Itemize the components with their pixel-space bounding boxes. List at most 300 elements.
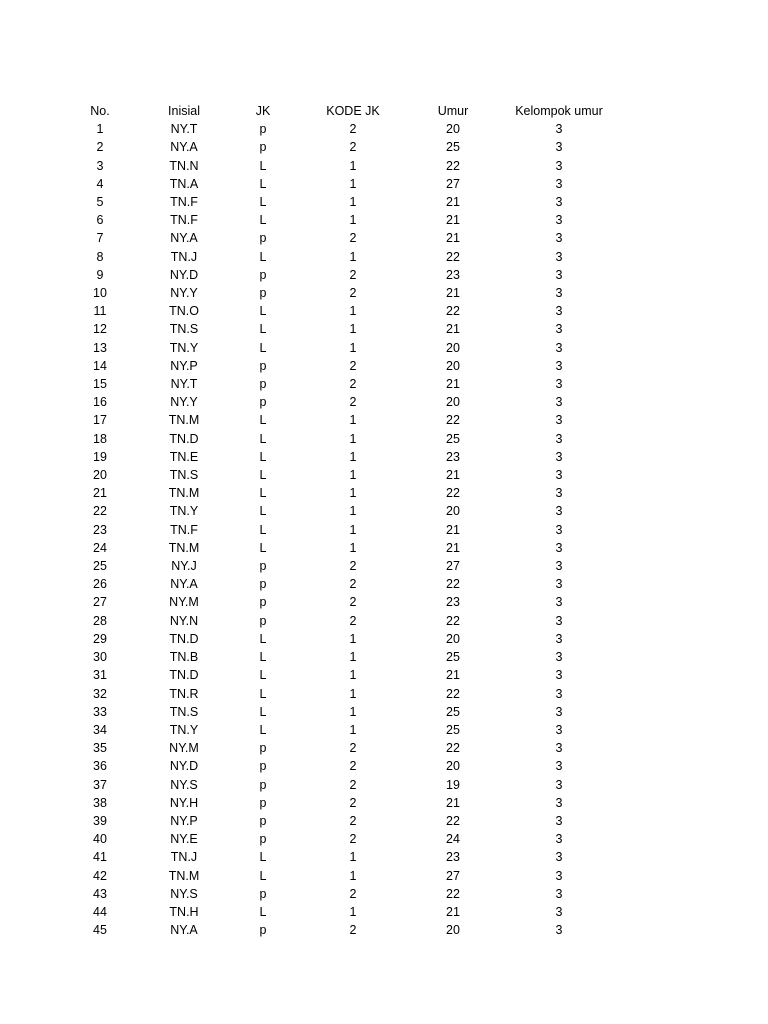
cell-umur: 23	[446, 449, 460, 464]
cell-jk: p	[259, 777, 267, 792]
cell-kelompok-umur: 3	[555, 631, 563, 646]
cell-umur: 20	[446, 631, 460, 646]
cell-jk: L	[259, 468, 267, 483]
cell-umur: 22	[446, 158, 460, 173]
cell-jk: L	[259, 704, 267, 719]
cell-no: 36	[93, 759, 107, 774]
cell-kode-jk: 2	[349, 559, 357, 574]
cell-no: 39	[93, 813, 107, 828]
header-jk: JK	[255, 104, 271, 118]
cell-jk: L	[259, 449, 267, 464]
cell-jk: p	[259, 923, 267, 938]
cell-jk: L	[259, 540, 267, 555]
cell-jk: L	[259, 322, 267, 337]
cell-kelompok-umur: 3	[555, 358, 563, 373]
cell-kelompok-umur: 3	[555, 559, 563, 574]
table-row	[60, 757, 620, 775]
table-row	[60, 648, 620, 666]
cell-no: 6	[96, 213, 104, 228]
cell-no: 27	[93, 595, 107, 610]
cell-no: 20	[93, 468, 107, 483]
cell-inisial: TN.N	[169, 158, 199, 173]
cell-kode-jk: 1	[349, 176, 357, 191]
spreadsheet-page	[0, 102, 768, 939]
cell-kelompok-umur: 3	[555, 904, 563, 919]
cell-jk: p	[259, 795, 267, 810]
cell-inisial: NY.T	[170, 377, 198, 392]
table-row	[60, 466, 620, 484]
cell-no: 31	[93, 668, 107, 683]
cell-no: 29	[93, 631, 107, 646]
cell-jk: L	[259, 650, 267, 665]
table-row	[60, 612, 620, 630]
cell-kelompok-umur: 3	[555, 340, 563, 355]
cell-inisial: NY.N	[169, 613, 199, 628]
cell-no: 5	[96, 195, 104, 210]
cell-kode-jk: 1	[349, 213, 357, 228]
cell-no: 15	[93, 377, 107, 392]
cell-kelompok-umur: 3	[555, 759, 563, 774]
table-row	[60, 776, 620, 794]
cell-no: 41	[93, 850, 107, 865]
table-row	[60, 120, 620, 138]
table-row	[60, 302, 620, 320]
cell-kode-jk: 1	[349, 686, 357, 701]
cell-kode-jk: 2	[349, 395, 357, 410]
cell-umur: 27	[446, 176, 460, 191]
cell-inisial: TN.D	[169, 668, 199, 683]
cell-inisial: TN.S	[169, 704, 199, 719]
table-row	[60, 721, 620, 739]
cell-umur: 27	[446, 868, 460, 883]
cell-inisial: TN.J	[170, 249, 198, 264]
cell-kode-jk: 1	[349, 486, 357, 501]
table-row	[60, 375, 620, 393]
cell-kelompok-umur: 3	[555, 504, 563, 519]
cell-jk: L	[259, 486, 267, 501]
cell-umur: 20	[446, 358, 460, 373]
cell-kode-jk: 2	[349, 613, 357, 628]
cell-inisial: TN.S	[169, 322, 199, 337]
cell-jk: L	[259, 850, 267, 865]
cell-no: 17	[93, 413, 107, 428]
cell-umur: 19	[446, 777, 460, 792]
cell-umur: 21	[446, 195, 460, 210]
table-row	[60, 138, 620, 156]
cell-umur: 22	[446, 413, 460, 428]
cell-inisial: TN.M	[168, 868, 200, 883]
cell-jk: p	[259, 577, 267, 592]
cell-umur: 20	[446, 923, 460, 938]
cell-inisial: TN.Y	[169, 340, 199, 355]
cell-kelompok-umur: 3	[555, 832, 563, 847]
table-row	[60, 903, 620, 921]
table-row	[60, 557, 620, 575]
cell-inisial: NY.E	[170, 832, 198, 847]
cell-inisial: NY.P	[170, 813, 198, 828]
cell-inisial: TN.F	[170, 195, 198, 210]
cell-jk: L	[259, 195, 267, 210]
cell-kelompok-umur: 3	[555, 449, 563, 464]
cell-umur: 21	[446, 522, 460, 537]
cell-kode-jk: 2	[349, 377, 357, 392]
cell-no: 1	[96, 122, 104, 137]
cell-inisial: TN.H	[169, 904, 199, 919]
cell-kode-jk: 2	[349, 140, 357, 155]
cell-kelompok-umur: 3	[555, 158, 563, 173]
cell-umur: 27	[446, 559, 460, 574]
cell-kelompok-umur: 3	[555, 540, 563, 555]
cell-umur: 25	[446, 431, 460, 446]
cell-inisial: NY.M	[169, 741, 199, 756]
table-row	[60, 921, 620, 939]
cell-kelompok-umur: 3	[555, 813, 563, 828]
cell-kode-jk: 1	[349, 504, 357, 519]
header-inisial: Inisial	[168, 104, 200, 118]
cell-inisial: NY.J	[171, 559, 197, 574]
cell-umur: 25	[446, 650, 460, 665]
table-row	[60, 685, 620, 703]
cell-jk: p	[259, 140, 267, 155]
cell-kelompok-umur: 3	[555, 777, 563, 792]
table-row	[60, 593, 620, 611]
cell-kelompok-umur: 3	[555, 377, 563, 392]
table-row	[60, 211, 620, 229]
cell-kelompok-umur: 3	[555, 286, 563, 301]
cell-umur: 20	[446, 759, 460, 774]
cell-jk: L	[259, 413, 267, 428]
cell-no: 16	[93, 395, 107, 410]
cell-inisial: TN.Y	[169, 504, 199, 519]
cell-no: 38	[93, 795, 107, 810]
cell-jk: L	[259, 904, 267, 919]
cell-umur: 23	[446, 267, 460, 282]
table-row	[60, 794, 620, 812]
cell-umur: 22	[446, 686, 460, 701]
cell-no: 13	[93, 340, 107, 355]
cell-umur: 21	[446, 231, 460, 246]
table-row	[60, 320, 620, 338]
cell-kelompok-umur: 3	[555, 613, 563, 628]
cell-umur: 25	[446, 722, 460, 737]
cell-inisial: NY.A	[170, 577, 198, 592]
cell-umur: 23	[446, 595, 460, 610]
cell-jk: p	[259, 286, 267, 301]
cell-inisial: NY.M	[169, 595, 199, 610]
cell-kode-jk: 1	[349, 850, 357, 865]
cell-jk: p	[259, 741, 267, 756]
cell-umur: 22	[446, 886, 460, 901]
cell-inisial: TN.Y	[169, 722, 199, 737]
cell-umur: 20	[446, 340, 460, 355]
cell-kode-jk: 1	[349, 249, 357, 264]
cell-jk: L	[259, 340, 267, 355]
cell-no: 21	[93, 486, 107, 501]
table-row	[60, 430, 620, 448]
cell-umur: 22	[446, 304, 460, 319]
cell-kelompok-umur: 3	[555, 122, 563, 137]
cell-no: 9	[96, 267, 104, 282]
cell-umur: 21	[446, 795, 460, 810]
header-row	[60, 102, 620, 120]
cell-inisial: NY.S	[170, 886, 198, 901]
cell-umur: 21	[446, 904, 460, 919]
cell-no: 19	[93, 449, 107, 464]
cell-umur: 20	[446, 395, 460, 410]
cell-kelompok-umur: 3	[555, 704, 563, 719]
cell-kode-jk: 2	[349, 795, 357, 810]
cell-kode-jk: 1	[349, 722, 357, 737]
cell-no: 12	[93, 322, 107, 337]
cell-umur: 21	[446, 540, 460, 555]
cell-no: 40	[93, 832, 107, 847]
cell-inisial: NY.S	[170, 777, 198, 792]
cell-no: 23	[93, 522, 107, 537]
table-row	[60, 357, 620, 375]
cell-kode-jk: 2	[349, 358, 357, 373]
table-row	[60, 157, 620, 175]
table-row	[60, 885, 620, 903]
cell-kode-jk: 2	[349, 813, 357, 828]
table-row	[60, 502, 620, 520]
cell-jk: L	[259, 249, 267, 264]
cell-kelompok-umur: 3	[555, 267, 563, 282]
cell-kelompok-umur: 3	[555, 923, 563, 938]
cell-kelompok-umur: 3	[555, 213, 563, 228]
cell-no: 42	[93, 868, 107, 883]
cell-no: 34	[93, 722, 107, 737]
cell-kelompok-umur: 3	[555, 668, 563, 683]
cell-jk: p	[259, 559, 267, 574]
table-row	[60, 484, 620, 502]
cell-jk: L	[259, 868, 267, 883]
cell-umur: 21	[446, 322, 460, 337]
cell-kode-jk: 1	[349, 431, 357, 446]
cell-kode-jk: 1	[349, 413, 357, 428]
cell-kelompok-umur: 3	[555, 322, 563, 337]
cell-umur: 21	[446, 213, 460, 228]
cell-jk: p	[259, 813, 267, 828]
cell-kode-jk: 1	[349, 158, 357, 173]
cell-kode-jk: 1	[349, 868, 357, 883]
table-row	[60, 703, 620, 721]
cell-kode-jk: 1	[349, 904, 357, 919]
cell-kode-jk: 1	[349, 522, 357, 537]
cell-no: 28	[93, 613, 107, 628]
header-kelompok-umur: Kelompok umur	[515, 104, 603, 118]
cell-kelompok-umur: 3	[555, 413, 563, 428]
cell-kelompok-umur: 3	[555, 249, 563, 264]
cell-no: 24	[93, 540, 107, 555]
cell-kode-jk: 2	[349, 231, 357, 246]
cell-umur: 22	[446, 577, 460, 592]
cell-umur: 23	[446, 850, 460, 865]
cell-kode-jk: 1	[349, 631, 357, 646]
cell-kelompok-umur: 3	[555, 431, 563, 446]
cell-kelompok-umur: 3	[555, 577, 563, 592]
cell-kelompok-umur: 3	[555, 486, 563, 501]
header-no: No.	[90, 104, 110, 118]
cell-kode-jk: 1	[349, 668, 357, 683]
cell-kelompok-umur: 3	[555, 741, 563, 756]
cell-inisial: TN.B	[169, 650, 199, 665]
cell-kelompok-umur: 3	[555, 650, 563, 665]
table-row	[60, 284, 620, 302]
table-row	[60, 521, 620, 539]
cell-jk: L	[259, 722, 267, 737]
cell-no: 7	[96, 231, 104, 246]
cell-umur: 21	[446, 286, 460, 301]
cell-kelompok-umur: 3	[555, 886, 563, 901]
cell-jk: p	[259, 377, 267, 392]
cell-no: 25	[93, 559, 107, 574]
cell-no: 30	[93, 650, 107, 665]
table-row	[60, 739, 620, 757]
cell-umur: 21	[446, 468, 460, 483]
cell-no: 32	[93, 686, 107, 701]
table-row	[60, 830, 620, 848]
cell-kode-jk: 2	[349, 777, 357, 792]
cell-inisial: TN.E	[169, 449, 199, 464]
cell-kode-jk: 2	[349, 267, 357, 282]
cell-umur: 20	[446, 504, 460, 519]
cell-jk: L	[259, 304, 267, 319]
cell-jk: p	[259, 267, 267, 282]
table-row	[60, 266, 620, 284]
cell-jk: L	[259, 668, 267, 683]
cell-no: 4	[96, 176, 104, 191]
cell-no: 10	[93, 286, 107, 301]
cell-kode-jk: 1	[349, 322, 357, 337]
cell-jk: L	[259, 176, 267, 191]
cell-kode-jk: 2	[349, 741, 357, 756]
table-row	[60, 248, 620, 266]
table-row	[60, 339, 620, 357]
table-row	[60, 848, 620, 866]
cell-jk: p	[259, 122, 267, 137]
cell-inisial: TN.M	[168, 486, 200, 501]
cell-kelompok-umur: 3	[555, 468, 563, 483]
table-row	[60, 539, 620, 557]
cell-inisial: NY.A	[170, 140, 198, 155]
cell-kode-jk: 2	[349, 595, 357, 610]
cell-jk: p	[259, 358, 267, 373]
cell-jk: L	[259, 504, 267, 519]
cell-umur: 21	[446, 377, 460, 392]
table-row	[60, 393, 620, 411]
cell-jk: p	[259, 832, 267, 847]
cell-kode-jk: 2	[349, 832, 357, 847]
cell-no: 22	[93, 504, 107, 519]
cell-kode-jk: 2	[349, 286, 357, 301]
cell-umur: 20	[446, 122, 460, 137]
cell-umur: 21	[446, 668, 460, 683]
cell-umur: 22	[446, 613, 460, 628]
cell-kode-jk: 1	[349, 468, 357, 483]
cell-kelompok-umur: 3	[555, 395, 563, 410]
cell-kelompok-umur: 3	[555, 304, 563, 319]
cell-jk: L	[259, 213, 267, 228]
cell-no: 8	[96, 249, 104, 264]
cell-kode-jk: 2	[349, 577, 357, 592]
cell-no: 35	[93, 741, 107, 756]
cell-umur: 24	[446, 832, 460, 847]
cell-kode-jk: 1	[349, 449, 357, 464]
cell-inisial: TN.F	[170, 522, 198, 537]
cell-inisial: NY.A	[170, 923, 198, 938]
table-row	[60, 812, 620, 830]
header-kode-jk: KODE JK	[326, 104, 380, 118]
table-row	[60, 630, 620, 648]
cell-inisial: TN.R	[169, 686, 199, 701]
cell-no: 2	[96, 140, 104, 155]
cell-inisial: NY.Y	[170, 395, 198, 410]
cell-kelompok-umur: 3	[555, 722, 563, 737]
cell-kode-jk: 1	[349, 704, 357, 719]
cell-jk: p	[259, 395, 267, 410]
table-row	[60, 666, 620, 684]
cell-kode-jk: 1	[349, 304, 357, 319]
cell-no: 44	[93, 904, 107, 919]
header-umur: Umur	[437, 104, 469, 118]
table-row	[60, 448, 620, 466]
cell-no: 14	[93, 358, 107, 373]
cell-kelompok-umur: 3	[555, 522, 563, 537]
cell-inisial: TN.J	[170, 850, 198, 865]
cell-inisial: TN.O	[169, 304, 199, 319]
cell-kode-jk: 1	[349, 195, 357, 210]
cell-kode-jk: 2	[349, 886, 357, 901]
cell-jk: L	[259, 522, 267, 537]
cell-inisial: TN.D	[169, 431, 199, 446]
cell-umur: 22	[446, 486, 460, 501]
cell-no: 26	[93, 577, 107, 592]
cell-inisial: TN.D	[169, 631, 199, 646]
cell-umur: 22	[446, 813, 460, 828]
cell-inisial: TN.S	[169, 468, 199, 483]
cell-inisial: NY.P	[170, 358, 198, 373]
cell-umur: 22	[446, 249, 460, 264]
cell-kelompok-umur: 3	[555, 686, 563, 701]
cell-kelompok-umur: 3	[555, 231, 563, 246]
cell-kelompok-umur: 3	[555, 140, 563, 155]
cell-no: 3	[96, 158, 104, 173]
cell-inisial: TN.M	[168, 540, 200, 555]
cell-umur: 25	[446, 704, 460, 719]
table-row	[60, 193, 620, 211]
cell-kelompok-umur: 3	[555, 195, 563, 210]
cell-no: 18	[93, 431, 107, 446]
cell-inisial: TN.M	[168, 413, 200, 428]
cell-jk: L	[259, 158, 267, 173]
cell-kode-jk: 1	[349, 540, 357, 555]
cell-inisial: NY.T	[170, 122, 198, 137]
cell-kelompok-umur: 3	[555, 868, 563, 883]
cell-jk: p	[259, 886, 267, 901]
cell-no: 33	[93, 704, 107, 719]
cell-kelompok-umur: 3	[555, 176, 563, 191]
cell-kelompok-umur: 3	[555, 595, 563, 610]
cell-kode-jk: 2	[349, 759, 357, 774]
cell-no: 11	[93, 304, 107, 319]
table-row	[60, 229, 620, 247]
cell-no: 37	[93, 777, 107, 792]
cell-no: 45	[93, 923, 107, 938]
cell-jk: p	[259, 231, 267, 246]
table-row	[60, 175, 620, 193]
cell-kode-jk: 2	[349, 923, 357, 938]
cell-kelompok-umur: 3	[555, 850, 563, 865]
